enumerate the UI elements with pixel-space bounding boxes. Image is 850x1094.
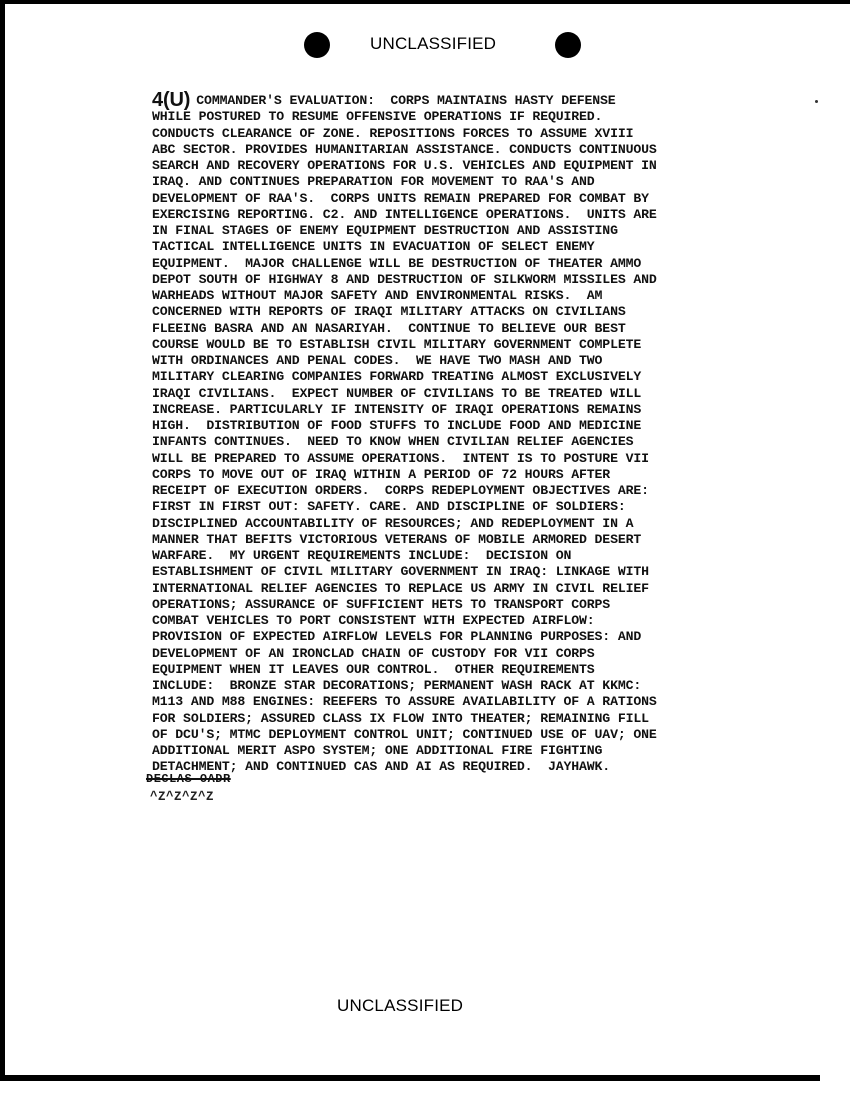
paragraph-line: WARFARE. MY URGENT REQUIREMENTS INCLUDE: DECISION ON <box>152 548 572 563</box>
paragraph-line: DEVELOPMENT OF AN IRONCLAD CHAIN OF CUSTODY FOR VII CORPS <box>152 645 595 661</box>
paragraph-line: ABC SECTOR. PROVIDES HUMANITARIAN ASSISTANCE. CONDUCTS CONTINUOUS <box>152 141 657 157</box>
paragraph-line: IRAQI CIVILIANS. EXPECT NUMBER OF CIVILIANS TO BE TREATED WILL <box>152 385 642 401</box>
paragraph-line: INTERNATIONAL RELIEF AGENCIES TO REPLACE US ARMY IN CIVIL RELIEF <box>152 580 649 596</box>
classification-dot-right <box>555 32 581 58</box>
paragraph-line: WARHEADS WITHOUT MAJOR SAFETY AND ENVIRONMENTAL RISKS. AM <box>152 288 603 303</box>
footer-classification: UNCLASSIFIED <box>337 996 464 1015</box>
scan-border-left <box>0 0 5 1080</box>
paragraph-line: FOR SOLDIERS; ASSURED CLASS IX FLOW INTO THEATER; REMAINING FILL <box>152 710 649 726</box>
paragraph-line: INCREASE. PARTICULARLY IF INTENSITY OF IRAQI OPERATIONS REMAINS <box>152 401 642 417</box>
paragraph-line: IN FINAL STAGES OF ENEMY EQUIPMENT DESTRUCTION AND ASSISTING <box>152 223 618 238</box>
scan-border-bottom <box>0 1075 850 1081</box>
paragraph-line: COURSE WOULD BE TO ESTABLISH CIVIL MILITARY GOVERNMENT COMPLETE <box>152 336 642 352</box>
paragraph-line: MILITARY CLEARING COMPANIES FORWARD TREATING ALMOST EXCLUSIVELY <box>152 369 642 385</box>
paragraph-line: EXERCISING REPORTING. C2. AND INTELLIGENCE OPERATIONS. UNITS ARE <box>152 206 657 222</box>
paragraph-line: ADDITIONAL MERIT ASPO SYSTEM; ONE ADDITIONAL FIRE FIGHTING <box>152 743 603 758</box>
paragraph-line: DISCIPLINED ACCOUNTABILITY OF RESOURCES; AND REDEPLOYMENT IN A <box>152 515 634 531</box>
paragraph-line: HIGH. DISTRIBUTION OF FOOD STUFFS TO INCLUDE FOOD AND MEDICINE <box>152 418 642 433</box>
paragraph-line: EQUIPMENT. MAJOR CHALLENGE WILL BE DESTRUCTION OF THEATER AMMO <box>152 255 642 271</box>
header-classification: UNCLASSIFIED <box>370 34 497 53</box>
paragraph-line: TACTICAL INTELLIGENCE UNITS IN EVACUATION OF SELECT ENEMY <box>152 239 595 255</box>
scan-border-gap <box>820 1068 850 1094</box>
paragraph-line: CONCERNED WITH REPORTS OF IRAQI MILITARY ATTACKS ON CIVILIANS <box>152 304 626 320</box>
paragraph-line: DETACHMENT; AND CONTINUED CAS AND AI AS REQUIRED. JAYHAWK. <box>152 759 611 775</box>
paragraph-line: WHILE POSTURED TO RESUME OFFENSIVE OPERATIONS IF REQUIRED. <box>152 109 603 125</box>
paragraph-line: DEPOT SOUTH OF HIGHWAY 8 AND DESTRUCTION OF SILKWORM MISSILES AND <box>152 271 657 287</box>
scan-speck <box>815 100 818 103</box>
paragraph-line: OPERATIONS; ASSURANCE OF SUFFICIENT HETS TO TRANSPORT CORPS <box>152 596 611 612</box>
declassification-marking: DECLAS OADR <box>146 772 231 786</box>
paragraph-line: CONDUCTS CLEARANCE OF ZONE. REPOSITIONS FORCES TO ASSUME XVIII <box>152 125 634 141</box>
paragraph-line: INFANTS CONTINUES. NEED TO KNOW WHEN CIVILIAN RELIEF AGENCIES <box>152 434 634 450</box>
paragraph-line: DEVELOPMENT OF RAA'S. CORPS UNITS REMAIN PREPARED FOR COMBAT BY <box>152 190 649 206</box>
paragraph-line: RECEIPT OF EXECUTION ORDERS. CORPS REDEPLOYMENT OBJECTIVES ARE: <box>152 483 649 498</box>
paragraph-line: MANNER THAT BEFITS VICTORIOUS VETERANS OF MOBILE ARMORED DESERT <box>152 531 642 547</box>
paragraph-line: FLEEING BASRA AND AN NASARIYAH. CONTINUE TO BELIEVE OUR BEST <box>152 320 626 336</box>
classification-dot-left <box>304 32 330 58</box>
paragraph-line: ESTABLISHMENT OF CIVIL MILITARY GOVERNMENT IN IRAQ: LINKAGE WITH <box>152 564 649 580</box>
paragraph-line: INCLUDE: BRONZE STAR DECORATIONS; PERMANENT WASH RACK AT KKMC: <box>152 678 642 693</box>
paragraph-line: WILL BE PREPARED TO ASSUME OPERATIONS. INTENT IS TO POSTURE VII <box>152 450 649 466</box>
paragraph-line: CORPS TO MOVE OUT OF IRAQ WITHIN A PERIOD OF 72 HOURS AFTER <box>152 466 611 482</box>
evaluation-paragraph <box>152 90 802 776</box>
end-of-message-mark: ^Z^Z^Z^Z <box>150 790 215 804</box>
paragraph-line: PROVISION OF EXPECTED AIRFLOW LEVELS FOR PLANNING PURPOSES: AND <box>152 629 642 645</box>
paragraph-line: SEARCH AND RECOVERY OPERATIONS FOR U.S. VEHICLES AND EQUIPMENT IN <box>152 158 657 173</box>
paragraph-line: IRAQ. AND CONTINUES PREPARATION FOR MOVEMENT TO RAA'S AND <box>152 174 595 190</box>
paragraph-marker: 4(U) <box>152 89 191 111</box>
paragraph-line: OF DCU'S; MTMC DEPLOYMENT CONTROL UNIT; CONTINUED USE OF UAV; ONE <box>152 726 657 742</box>
paragraph-line: M113 AND M88 ENGINES: REEFERS TO ASSURE AVAILABILITY OF A RATIONS <box>152 694 657 710</box>
paragraph-line: FIRST IN FIRST OUT: SAFETY. CARE. AND DISCIPLINE OF SOLDIERS: <box>152 499 626 515</box>
paragraph-line: EQUIPMENT WHEN IT LEAVES OUR CONTROL. OTHER REQUIREMENTS <box>152 661 595 677</box>
paragraph-line: COMBAT VEHICLES TO PORT CONSISTENT WITH EXPECTED AIRFLOW: <box>152 613 595 628</box>
paragraph-line: 4(U) COMMANDER'S EVALUATION: CORPS MAINTAINS HASTY DEFENSE <box>152 89 616 111</box>
paragraph-line: WITH ORDINANCES AND PENAL CODES. WE HAVE TWO MASH AND TWO <box>152 353 603 368</box>
scan-border-top <box>0 0 850 4</box>
